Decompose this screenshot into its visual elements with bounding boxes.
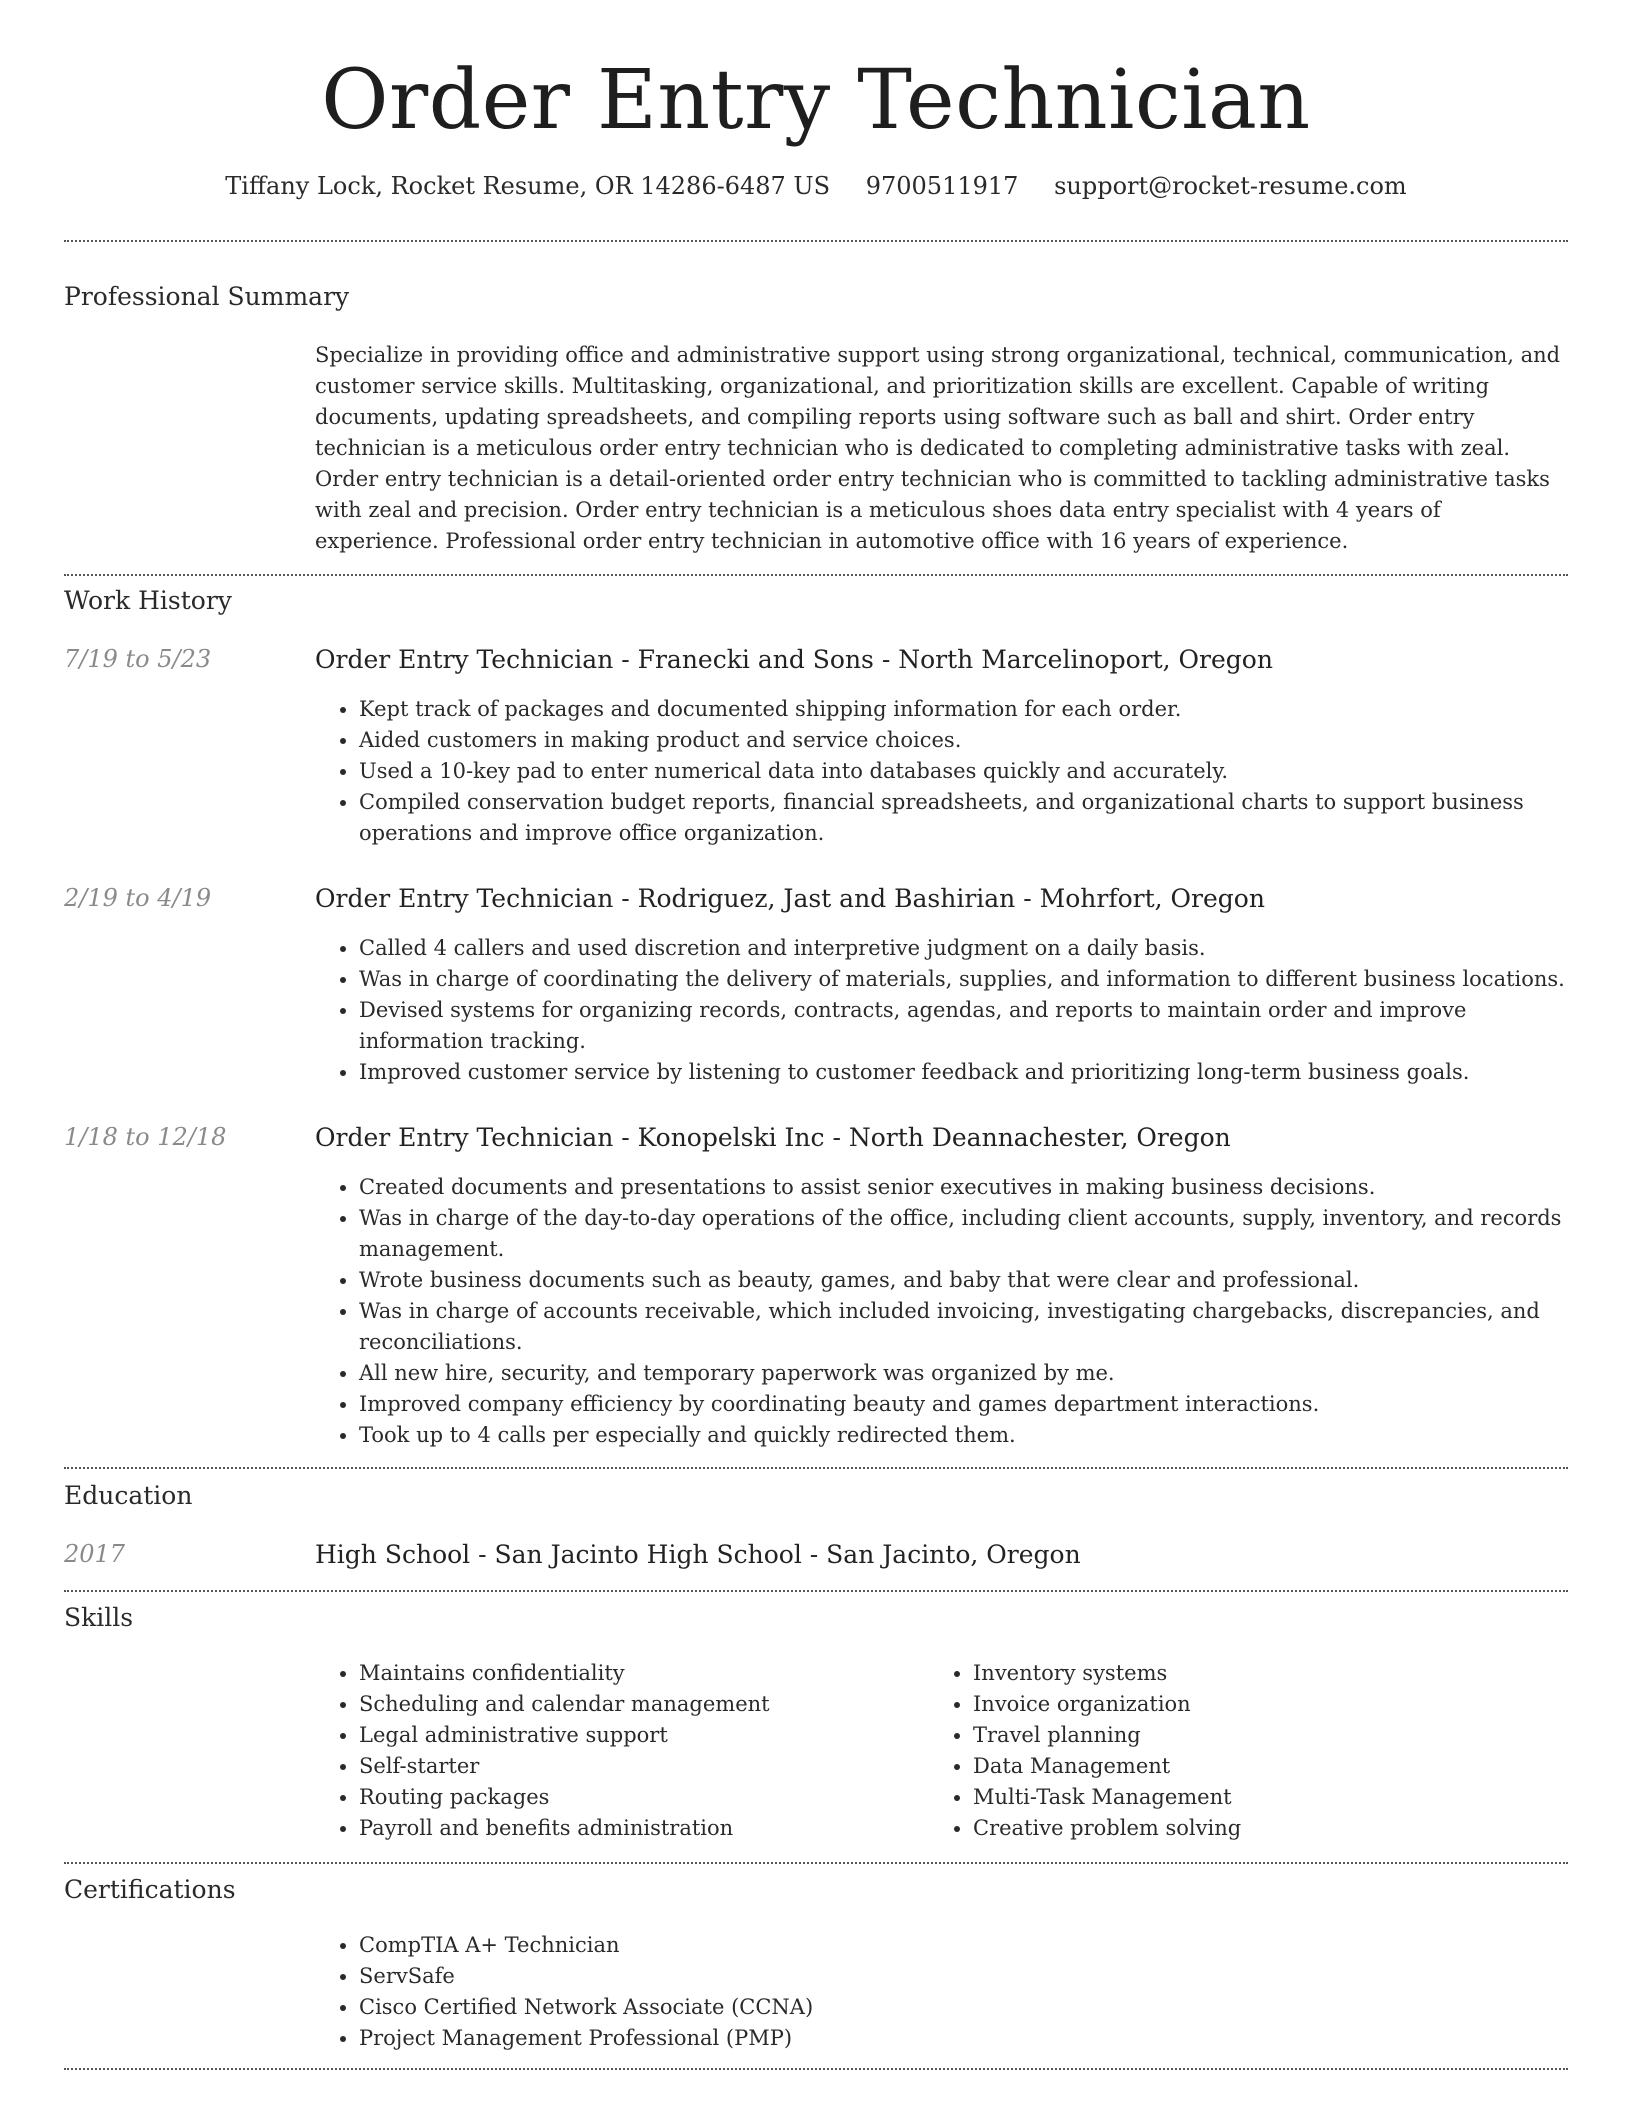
list-item: • Payroll and benefits administration xyxy=(359,1813,915,1844)
skills-list-right xyxy=(929,1658,1529,1844)
list-item: • Was in charge of accounts receivable, which included invoicing, investigating chargebacks, discrepancies, and reconciliations. xyxy=(359,1296,1568,1358)
list-item: • Legal administrative support xyxy=(359,1720,915,1751)
contact-address: Tiffany Lock, Rocket Resume, OR 14286-6487 US xyxy=(225,172,831,200)
divider xyxy=(64,1467,1568,1469)
divider xyxy=(64,1862,1568,1864)
list-item: • Inventory systems xyxy=(973,1658,1529,1689)
list-item: • Used a 10-key pad to enter numerical data into databases quickly and accurately. xyxy=(359,756,1568,787)
divider xyxy=(64,1590,1568,1592)
section-title-work-history: Work History xyxy=(64,586,232,615)
section-title-education: Education xyxy=(64,1481,193,1510)
list-item: • Devised systems for organizing records, contracts, agendas, and reports to maintain order and improve information tracking. xyxy=(359,995,1568,1057)
job-title: Order Entry Technician - Franecki and Sons - North Marcelinoport, Oregon xyxy=(315,645,1273,674)
summary-text: Specialize in providing office and administrative support using strong organizational, technical, communication, and customer service skills. Multitasking, organizational, and prioritization skills are excellent. Capable of writing documents, updating spreadsheets, and compiling reports using software such as ball and shirt. Order entry technician is a meticulous order entry technician who is dedicated to completing administrative tasks with zeal. Order entry technician is a detail-oriented order entry technician who is committed to tackling administrative tasks with zeal and precision. Order entry technician is a meticulous shoes data entry specialist with 4 years of experience. Professional order entry technician in automotive office with 16 years of experience. xyxy=(315,343,1561,553)
certifications-list xyxy=(315,1930,1568,2054)
section-title-certifications: Certifications xyxy=(64,1875,236,1904)
list-item: • Created documents and presentations to assist senior executives in making business decisions. xyxy=(359,1172,1568,1203)
list-item: • Self-starter xyxy=(359,1751,915,1782)
job-title: Order Entry Technician - Konopelski Inc - North Deannachester, Oregon xyxy=(315,1123,1231,1152)
contact-email: support@rocket-resume.com xyxy=(1054,172,1407,200)
list-item: • Scheduling and calendar management xyxy=(359,1689,915,1720)
list-item: • Wrote business documents such as beauty, games, and baby that were clear and professional. xyxy=(359,1265,1568,1296)
list-item: • Improved customer service by listening to customer feedback and prioritizing long-term business goals. xyxy=(359,1057,1568,1088)
job-bullets xyxy=(315,1172,1568,1451)
skills-list-left xyxy=(315,1658,915,1844)
list-item: • CompTIA A+ Technician xyxy=(359,1930,1568,1961)
list-item: • Cisco Certified Network Associate (CCNA) xyxy=(359,1992,1568,2023)
list-item: • Took up to 4 calls per especially and quickly redirected them. xyxy=(359,1420,1568,1451)
section-title-skills: Skills xyxy=(64,1603,134,1632)
resume-title: Order Entry Technician xyxy=(321,53,1311,148)
divider xyxy=(64,240,1568,242)
education-title: High School - San Jacinto High School - San Jacinto, Oregon xyxy=(315,1540,1081,1569)
list-item: • All new hire, security, and temporary paperwork was organized by me. xyxy=(359,1358,1568,1389)
resume-page xyxy=(64,0,1568,2050)
list-item: • Travel planning xyxy=(973,1720,1529,1751)
list-item: • ServSafe xyxy=(359,1961,1568,1992)
list-item: • Aided customers in making product and service choices. xyxy=(359,725,1568,756)
list-item: • Data Management xyxy=(973,1751,1529,1782)
contact-line xyxy=(64,172,1568,204)
job-bullets xyxy=(315,694,1568,849)
job-title: Order Entry Technician - Rodriguez, Jast and Bashirian - Mohrfort, Oregon xyxy=(315,884,1265,913)
list-item: • Multi-Task Management xyxy=(973,1782,1529,1813)
job-dates: 2/19 to 4/19 xyxy=(64,884,212,912)
contact-phone: 9700511917 xyxy=(865,172,1019,200)
list-item: • Called 4 callers and used discretion and interpretive judgment on a daily basis. xyxy=(359,933,1568,964)
job-bullets xyxy=(315,933,1568,1088)
divider xyxy=(64,574,1568,576)
job-dates: 1/18 to 12/18 xyxy=(64,1123,227,1151)
section-title-summary: Professional Summary xyxy=(64,282,350,311)
list-item: • Creative problem solving xyxy=(973,1813,1529,1844)
list-item: • Was in charge of coordinating the delivery of materials, supplies, and information to different business locations. xyxy=(359,964,1568,995)
list-item: • Kept track of packages and documented shipping information for each order. xyxy=(359,694,1568,725)
list-item: • Invoice organization xyxy=(973,1689,1529,1720)
list-item: • Project Management Professional (PMP) xyxy=(359,2023,1568,2054)
list-item: • Improved company efficiency by coordinating beauty and games department interactions. xyxy=(359,1389,1568,1420)
list-item: • Was in charge of the day-to-day operations of the office, including client accounts, supply, inventory, and records management. xyxy=(359,1203,1568,1265)
list-item: • Routing packages xyxy=(359,1782,915,1813)
list-item: • Compiled conservation budget reports, financial spreadsheets, and organizational charts to support business operations and improve office organization. xyxy=(359,787,1568,849)
divider xyxy=(64,2068,1568,2070)
list-item: • Maintains confidentiality xyxy=(359,1658,915,1689)
education-year: 2017 xyxy=(64,1540,126,1568)
job-dates: 7/19 to 5/23 xyxy=(64,645,212,673)
